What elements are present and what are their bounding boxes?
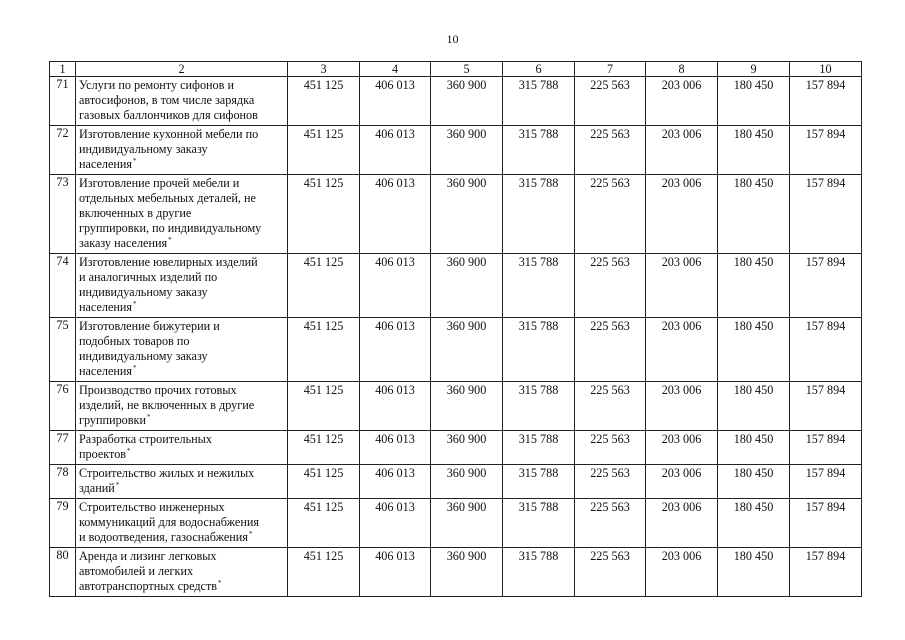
service-name-line: Изготовление прочей мебели и [79,176,240,190]
service-name-line: включенных в другие [79,206,192,220]
footnote-marker: * [168,236,172,244]
service-name-line: группировки, по индивидуальному [79,221,262,235]
service-name-line: отдельных мебельных деталей, не [79,191,256,205]
value-cell-col-5: 360 900 [431,548,503,597]
value-cell-col-10: 157 894 [790,465,862,499]
table-row [50,318,862,382]
service-name [76,548,288,597]
value-cell-col-8: 203 006 [646,499,718,548]
value-cell-col-3: 451 125 [288,318,360,382]
header-row [50,62,862,77]
service-name-line: проектов [79,447,127,461]
value-cell-col-9: 180 450 [718,175,790,254]
service-name-line: населения [79,364,133,378]
table-row [50,175,862,254]
service-name-line: Строительство жилых и нежилых [79,466,255,480]
value-cell-col-5: 360 900 [431,126,503,175]
value-cell-col-8: 203 006 [646,175,718,254]
table-row [50,548,862,597]
row-number: 79 [50,499,76,548]
table-row [50,254,862,318]
footnote-marker: * [146,413,151,421]
service-name-line: Изготовление бижутерии и [79,319,220,333]
service-name [76,499,288,548]
value-cell-col-9: 180 450 [718,77,790,126]
value-cell-col-4: 406 013 [360,254,431,318]
value-cell-col-10: 157 894 [790,77,862,126]
service-name-line: индивидуальному заказу [79,285,208,299]
footnote-marker: * [115,481,120,489]
service-name-line: группировки [79,413,146,427]
header-cell: 7 [575,62,646,77]
value-cell-col-10: 157 894 [790,126,862,175]
row-number: 74 [50,254,76,318]
value-cell-col-7: 225 563 [575,382,646,431]
service-name [76,318,288,382]
row-number: 80 [50,548,76,597]
service-name [76,254,288,318]
value-cell-col-5: 360 900 [431,499,503,548]
value-cell-col-8: 203 006 [646,126,718,175]
value-cell-col-3: 451 125 [288,77,360,126]
value-cell-col-5: 360 900 [431,254,503,318]
header-cell: 6 [503,62,575,77]
value-cell-col-6: 315 788 [503,465,575,499]
value-cell-col-7: 225 563 [575,175,646,254]
service-name-line: Разработка строительных [79,432,212,446]
table-row [50,499,862,548]
value-cell-col-7: 225 563 [575,318,646,382]
service-name [76,175,288,254]
value-cell-col-4: 406 013 [360,431,431,465]
value-cell-col-6: 315 788 [503,382,575,431]
value-cell-col-8: 203 006 [646,548,718,597]
value-cell-col-4: 406 013 [360,548,431,597]
value-cell-col-6: 315 788 [503,548,575,597]
value-cell-col-4: 406 013 [360,465,431,499]
header-cell: 5 [431,62,503,77]
service-name-line: Изготовление кухонной мебели по [79,127,259,141]
value-cell-col-8: 203 006 [646,77,718,126]
value-cell-col-9: 180 450 [718,431,790,465]
service-name-line: Изготовление ювелирных изделий [79,255,258,269]
service-name-last-line [79,236,284,251]
row-number: 77 [50,431,76,465]
value-cell-col-6: 315 788 [503,318,575,382]
service-name-line: заказу населения [79,236,168,250]
value-cell-col-9: 180 450 [718,254,790,318]
value-cell-col-10: 157 894 [790,431,862,465]
header-cell: 3 [288,62,360,77]
footnote-marker: * [133,364,137,372]
value-cell-col-5: 360 900 [431,318,503,382]
row-number: 78 [50,465,76,499]
header-cell: 4 [360,62,431,77]
service-name-last-line [79,530,284,545]
table-row [50,431,862,465]
row-number: 71 [50,77,76,126]
row-number: 72 [50,126,76,175]
value-cell-col-10: 157 894 [790,499,862,548]
service-name-line: газовых баллончиков для сифонов [79,108,258,122]
service-name-line: индивидуальному заказу [79,142,208,156]
table-row [50,126,862,175]
service-name-line: автосифонов, в том числе зарядка [79,93,255,107]
page-number: 10 [446,32,459,46]
service-name-line: индивидуальному заказу [79,349,208,363]
service-name-line: изделий, не включенных в другие [79,398,255,412]
value-cell-col-7: 225 563 [575,548,646,597]
table-row [50,465,862,499]
service-name [76,77,288,126]
value-cell-col-3: 451 125 [288,499,360,548]
value-cell-col-7: 225 563 [575,431,646,465]
service-name-line: зданий [79,481,115,495]
service-name-line: коммуникаций для водоснабжения [79,515,259,529]
value-cell-col-8: 203 006 [646,318,718,382]
header-cell: 2 [76,62,288,77]
footnote-marker: * [248,530,253,538]
service-name [76,382,288,431]
value-cell-col-8: 203 006 [646,431,718,465]
value-cell-col-6: 315 788 [503,254,575,318]
header-cell: 8 [646,62,718,77]
service-name-line: автотранспортных средств [79,579,218,593]
footnote-marker: * [133,157,137,165]
service-name-last-line [79,157,284,172]
value-cell-col-10: 157 894 [790,382,862,431]
service-name-last-line [79,481,284,496]
value-cell-col-5: 360 900 [431,382,503,431]
value-cell-col-3: 451 125 [288,465,360,499]
value-cell-col-8: 203 006 [646,382,718,431]
table-body [50,77,862,597]
header-cell: 9 [718,62,790,77]
value-cell-col-9: 180 450 [718,465,790,499]
tariff-table [49,61,862,597]
service-name-line: и аналогичных изделий по [79,270,218,284]
service-name-line: подобных товаров по [79,334,190,348]
value-cell-col-4: 406 013 [360,499,431,548]
value-cell-col-9: 180 450 [718,126,790,175]
table-row [50,77,862,126]
value-cell-col-7: 225 563 [575,465,646,499]
value-cell-col-5: 360 900 [431,431,503,465]
service-name [76,126,288,175]
service-name-last-line [79,300,284,315]
service-name-line: Услуги по ремонту сифонов и [79,78,234,92]
value-cell-col-10: 157 894 [790,254,862,318]
service-name-line: и водоотведения, газоснабжения [79,530,248,544]
value-cell-col-7: 225 563 [575,499,646,548]
value-cell-col-6: 315 788 [503,499,575,548]
value-cell-col-3: 451 125 [288,431,360,465]
value-cell-col-10: 157 894 [790,318,862,382]
value-cell-col-4: 406 013 [360,77,431,126]
table-row [50,382,862,431]
service-name-line: населения [79,157,133,171]
value-cell-col-4: 406 013 [360,318,431,382]
service-name-last-line [79,447,284,462]
value-cell-col-5: 360 900 [431,465,503,499]
row-number: 75 [50,318,76,382]
service-name-last-line [79,364,284,379]
value-cell-col-7: 225 563 [575,254,646,318]
service-name [76,465,288,499]
value-cell-col-6: 315 788 [503,175,575,254]
footnote-marker: * [133,300,137,308]
value-cell-col-8: 203 006 [646,465,718,499]
value-cell-col-10: 157 894 [790,175,862,254]
value-cell-col-3: 451 125 [288,254,360,318]
service-name-line: автомобилей и легких [79,564,194,578]
service-name-line: населения [79,300,133,314]
value-cell-col-4: 406 013 [360,126,431,175]
value-cell-col-4: 406 013 [360,175,431,254]
value-cell-col-6: 315 788 [503,431,575,465]
value-cell-col-3: 451 125 [288,548,360,597]
value-cell-col-9: 180 450 [718,548,790,597]
service-name-last-line [79,413,284,428]
row-number: 73 [50,175,76,254]
footnote-marker: * [127,447,131,455]
value-cell-col-5: 360 900 [431,77,503,126]
value-cell-col-3: 451 125 [288,126,360,175]
header-cell: 10 [790,62,862,77]
service-name-line: Строительство инженерных [79,500,225,514]
value-cell-col-7: 225 563 [575,77,646,126]
value-cell-col-8: 203 006 [646,254,718,318]
value-cell-col-9: 180 450 [718,499,790,548]
header-cell: 1 [50,62,76,77]
row-number: 76 [50,382,76,431]
value-cell-col-7: 225 563 [575,126,646,175]
value-cell-col-4: 406 013 [360,382,431,431]
value-cell-col-6: 315 788 [503,126,575,175]
value-cell-col-9: 180 450 [718,382,790,431]
value-cell-col-9: 180 450 [718,318,790,382]
service-name-last-line [79,579,284,594]
value-cell-col-5: 360 900 [431,175,503,254]
service-name-line: Производство прочих готовых [79,383,237,397]
service-name [76,431,288,465]
value-cell-col-3: 451 125 [288,175,360,254]
footnote-marker: * [218,579,222,587]
value-cell-col-3: 451 125 [288,382,360,431]
value-cell-col-10: 157 894 [790,548,862,597]
value-cell-col-6: 315 788 [503,77,575,126]
service-name-line: Аренда и лизинг легковых [79,549,217,563]
